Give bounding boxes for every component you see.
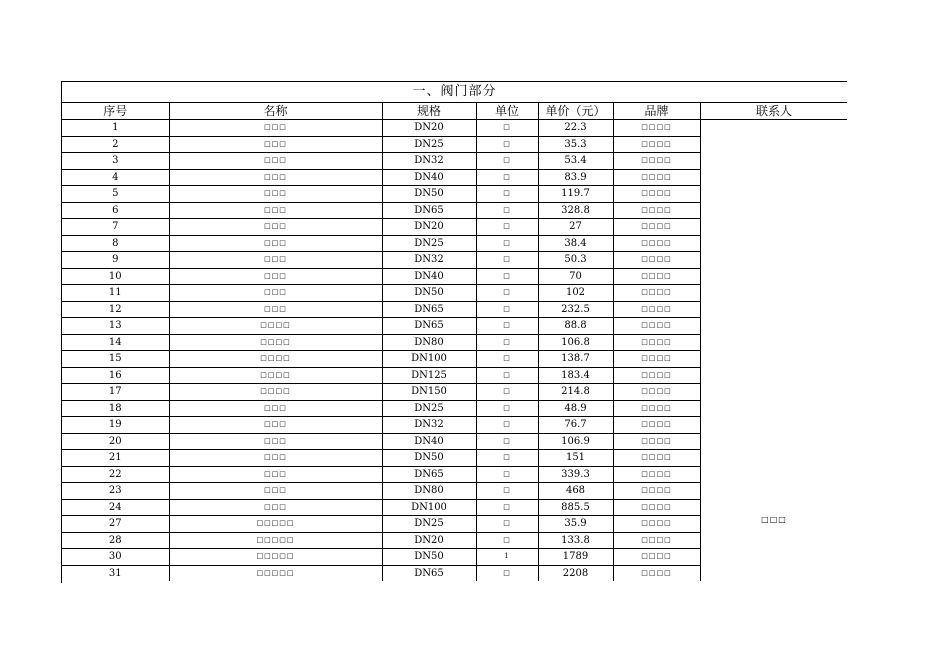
- row-number-cell: 10: [62, 268, 169, 285]
- spec-cell: DN50: [382, 186, 476, 203]
- price-cell: 35.3: [538, 136, 613, 153]
- row-number-cell: 21: [62, 450, 169, 467]
- unit-cell: □: [476, 219, 538, 236]
- row-number-cell: 5: [62, 186, 169, 203]
- unit-cell: □: [476, 466, 538, 483]
- header-spec: 规格: [382, 103, 476, 120]
- name-cell: □□□: [169, 268, 382, 285]
- spreadsheet: [61, 81, 847, 583]
- spec-cell: DN25: [382, 516, 476, 533]
- brand-cell: □□□□: [613, 450, 700, 467]
- spec-cell: DN65: [382, 466, 476, 483]
- name-cell: □□□: [169, 400, 382, 417]
- unit-cell: □: [476, 186, 538, 203]
- price-cell: 232.5: [538, 301, 613, 318]
- header-contact: 联系人: [700, 103, 847, 120]
- spec-cell: DN80: [382, 334, 476, 351]
- unit-cell: □: [476, 153, 538, 170]
- row-number-cell: 27: [62, 516, 169, 533]
- name-cell: □□□□: [169, 334, 382, 351]
- name-cell: □□□: [169, 499, 382, 516]
- spec-cell: DN65: [382, 202, 476, 219]
- unit-cell: □: [476, 433, 538, 450]
- brand-cell: □□□□: [613, 417, 700, 434]
- brand-cell: □□□□: [613, 153, 700, 170]
- name-cell: □□□□: [169, 318, 382, 335]
- spec-cell: DN32: [382, 153, 476, 170]
- brand-cell: □□□□: [613, 400, 700, 417]
- table-row: [62, 120, 847, 137]
- spec-cell: DN150: [382, 384, 476, 401]
- price-cell: 27: [538, 219, 613, 236]
- price-cell: 106.9: [538, 433, 613, 450]
- row-number-cell: 11: [62, 285, 169, 302]
- price-cell: 83.9: [538, 169, 613, 186]
- header-brand: 品牌: [613, 103, 700, 120]
- row-number-cell: 30: [62, 549, 169, 566]
- name-cell: □□□□□: [169, 516, 382, 533]
- row-number-cell: 31: [62, 565, 169, 581]
- row-number-cell: 16: [62, 367, 169, 384]
- row-number-cell: 12: [62, 301, 169, 318]
- spec-cell: DN25: [382, 235, 476, 252]
- brand-cell: □□□□: [613, 367, 700, 384]
- row-number-cell: 2: [62, 136, 169, 153]
- unit-cell: □: [476, 169, 538, 186]
- unit-cell: 1: [476, 549, 538, 566]
- spec-cell: DN80: [382, 483, 476, 500]
- spec-cell: DN25: [382, 136, 476, 153]
- price-cell: 38.4: [538, 235, 613, 252]
- unit-cell: □: [476, 136, 538, 153]
- unit-cell: □: [476, 268, 538, 285]
- row-number-cell: 28: [62, 532, 169, 549]
- brand-cell: □□□□: [613, 466, 700, 483]
- brand-cell: □□□□: [613, 219, 700, 236]
- price-cell: 119.7: [538, 186, 613, 203]
- unit-cell: □: [476, 565, 538, 581]
- spec-cell: DN40: [382, 169, 476, 186]
- unit-cell: □: [476, 301, 538, 318]
- price-cell: 102: [538, 285, 613, 302]
- row-number-cell: 23: [62, 483, 169, 500]
- row-number-cell: 18: [62, 400, 169, 417]
- spec-cell: DN20: [382, 532, 476, 549]
- spec-cell: DN32: [382, 252, 476, 269]
- price-cell: 885.5: [538, 499, 613, 516]
- row-number-cell: 19: [62, 417, 169, 434]
- name-cell: □□□□□: [169, 565, 382, 581]
- unit-cell: □: [476, 334, 538, 351]
- name-cell: □□□: [169, 235, 382, 252]
- unit-cell: □: [476, 400, 538, 417]
- unit-cell: □: [476, 252, 538, 269]
- unit-cell: □: [476, 532, 538, 549]
- brand-cell: □□□□: [613, 549, 700, 566]
- name-cell: □□□: [169, 202, 382, 219]
- unit-cell: □: [476, 384, 538, 401]
- row-number-cell: 22: [62, 466, 169, 483]
- brand-cell: □□□□: [613, 565, 700, 581]
- row-number-cell: 20: [62, 433, 169, 450]
- row-number-cell: 1: [62, 120, 169, 137]
- unit-cell: □: [476, 285, 538, 302]
- spec-cell: DN100: [382, 499, 476, 516]
- price-cell: 106.8: [538, 334, 613, 351]
- spec-cell: DN50: [382, 450, 476, 467]
- row-number-cell: 4: [62, 169, 169, 186]
- unit-cell: □: [476, 367, 538, 384]
- price-cell: 133.8: [538, 532, 613, 549]
- row-number-cell: 9: [62, 252, 169, 269]
- brand-cell: □□□□: [613, 202, 700, 219]
- header-price: 单价（元）: [538, 103, 613, 120]
- brand-cell: □□□□: [613, 285, 700, 302]
- brand-cell: □□□□: [613, 334, 700, 351]
- name-cell: □□□□: [169, 351, 382, 368]
- spec-cell: DN20: [382, 219, 476, 236]
- name-cell: □□□: [169, 186, 382, 203]
- header-no: 序号: [62, 103, 169, 120]
- brand-cell: □□□□: [613, 483, 700, 500]
- price-cell: 35.9: [538, 516, 613, 533]
- name-cell: □□□: [169, 120, 382, 137]
- brand-cell: □□□□: [613, 252, 700, 269]
- price-cell: 183.4: [538, 367, 613, 384]
- unit-cell: □: [476, 235, 538, 252]
- brand-cell: □□□□: [613, 186, 700, 203]
- price-cell: 339.3: [538, 466, 613, 483]
- price-cell: 50.3: [538, 252, 613, 269]
- row-number-cell: 17: [62, 384, 169, 401]
- brand-cell: □□□□: [613, 351, 700, 368]
- brand-cell: □□□□: [613, 516, 700, 533]
- price-cell: 88.8: [538, 318, 613, 335]
- brand-cell: □□□□: [613, 235, 700, 252]
- unit-cell: □: [476, 450, 538, 467]
- row-number-cell: 13: [62, 318, 169, 335]
- name-cell: □□□: [169, 466, 382, 483]
- price-cell: 22.3: [538, 120, 613, 137]
- name-cell: □□□: [169, 252, 382, 269]
- name-cell: □□□□□: [169, 532, 382, 549]
- row-number-cell: 3: [62, 153, 169, 170]
- row-number-cell: 24: [62, 499, 169, 516]
- valve-price-table: [62, 103, 847, 581]
- name-cell: □□□: [169, 450, 382, 467]
- price-cell: 48.9: [538, 400, 613, 417]
- unit-cell: □: [476, 120, 538, 137]
- name-cell: □□□□: [169, 367, 382, 384]
- contact-cell: □□□: [700, 120, 847, 582]
- price-cell: 76.7: [538, 417, 613, 434]
- price-cell: 1789: [538, 549, 613, 566]
- spec-cell: DN50: [382, 549, 476, 566]
- brand-cell: □□□□: [613, 433, 700, 450]
- brand-cell: □□□□: [613, 301, 700, 318]
- row-number-cell: 15: [62, 351, 169, 368]
- price-cell: 214.8: [538, 384, 613, 401]
- name-cell: □□□: [169, 169, 382, 186]
- brand-cell: □□□□: [613, 499, 700, 516]
- spec-cell: DN65: [382, 565, 476, 581]
- price-cell: 70: [538, 268, 613, 285]
- price-cell: 53.4: [538, 153, 613, 170]
- name-cell: □□□: [169, 417, 382, 434]
- name-cell: □□□: [169, 153, 382, 170]
- brand-cell: □□□□: [613, 268, 700, 285]
- price-cell: 151: [538, 450, 613, 467]
- spec-cell: DN20: [382, 120, 476, 137]
- name-cell: □□□: [169, 136, 382, 153]
- spec-cell: DN65: [382, 301, 476, 318]
- price-cell: 468: [538, 483, 613, 500]
- header-row: [62, 103, 847, 120]
- spec-cell: DN40: [382, 268, 476, 285]
- sheet-title: 一、阀门部分: [62, 82, 847, 103]
- brand-cell: □□□□: [613, 169, 700, 186]
- header-unit: 单位: [476, 103, 538, 120]
- name-cell: □□□: [169, 483, 382, 500]
- brand-cell: □□□□: [613, 136, 700, 153]
- name-cell: □□□□□: [169, 549, 382, 566]
- spec-cell: DN40: [382, 433, 476, 450]
- brand-cell: □□□□: [613, 120, 700, 137]
- unit-cell: □: [476, 516, 538, 533]
- price-cell: 328.8: [538, 202, 613, 219]
- brand-cell: □□□□: [613, 318, 700, 335]
- spec-cell: DN25: [382, 400, 476, 417]
- spec-cell: DN100: [382, 351, 476, 368]
- name-cell: □□□□: [169, 384, 382, 401]
- header-name: 名称: [169, 103, 382, 120]
- row-number-cell: 6: [62, 202, 169, 219]
- name-cell: □□□: [169, 433, 382, 450]
- price-cell: 138.7: [538, 351, 613, 368]
- row-number-cell: 14: [62, 334, 169, 351]
- unit-cell: □: [476, 499, 538, 516]
- unit-cell: □: [476, 202, 538, 219]
- unit-cell: □: [476, 483, 538, 500]
- unit-cell: □: [476, 417, 538, 434]
- price-cell: 2208: [538, 565, 613, 581]
- spec-cell: DN50: [382, 285, 476, 302]
- row-number-cell: 8: [62, 235, 169, 252]
- brand-cell: □□□□: [613, 384, 700, 401]
- row-number-cell: 7: [62, 219, 169, 236]
- name-cell: □□□: [169, 301, 382, 318]
- spec-cell: DN65: [382, 318, 476, 335]
- spec-cell: DN125: [382, 367, 476, 384]
- unit-cell: □: [476, 351, 538, 368]
- brand-cell: □□□□: [613, 532, 700, 549]
- name-cell: □□□: [169, 285, 382, 302]
- name-cell: □□□: [169, 219, 382, 236]
- unit-cell: □: [476, 318, 538, 335]
- spec-cell: DN32: [382, 417, 476, 434]
